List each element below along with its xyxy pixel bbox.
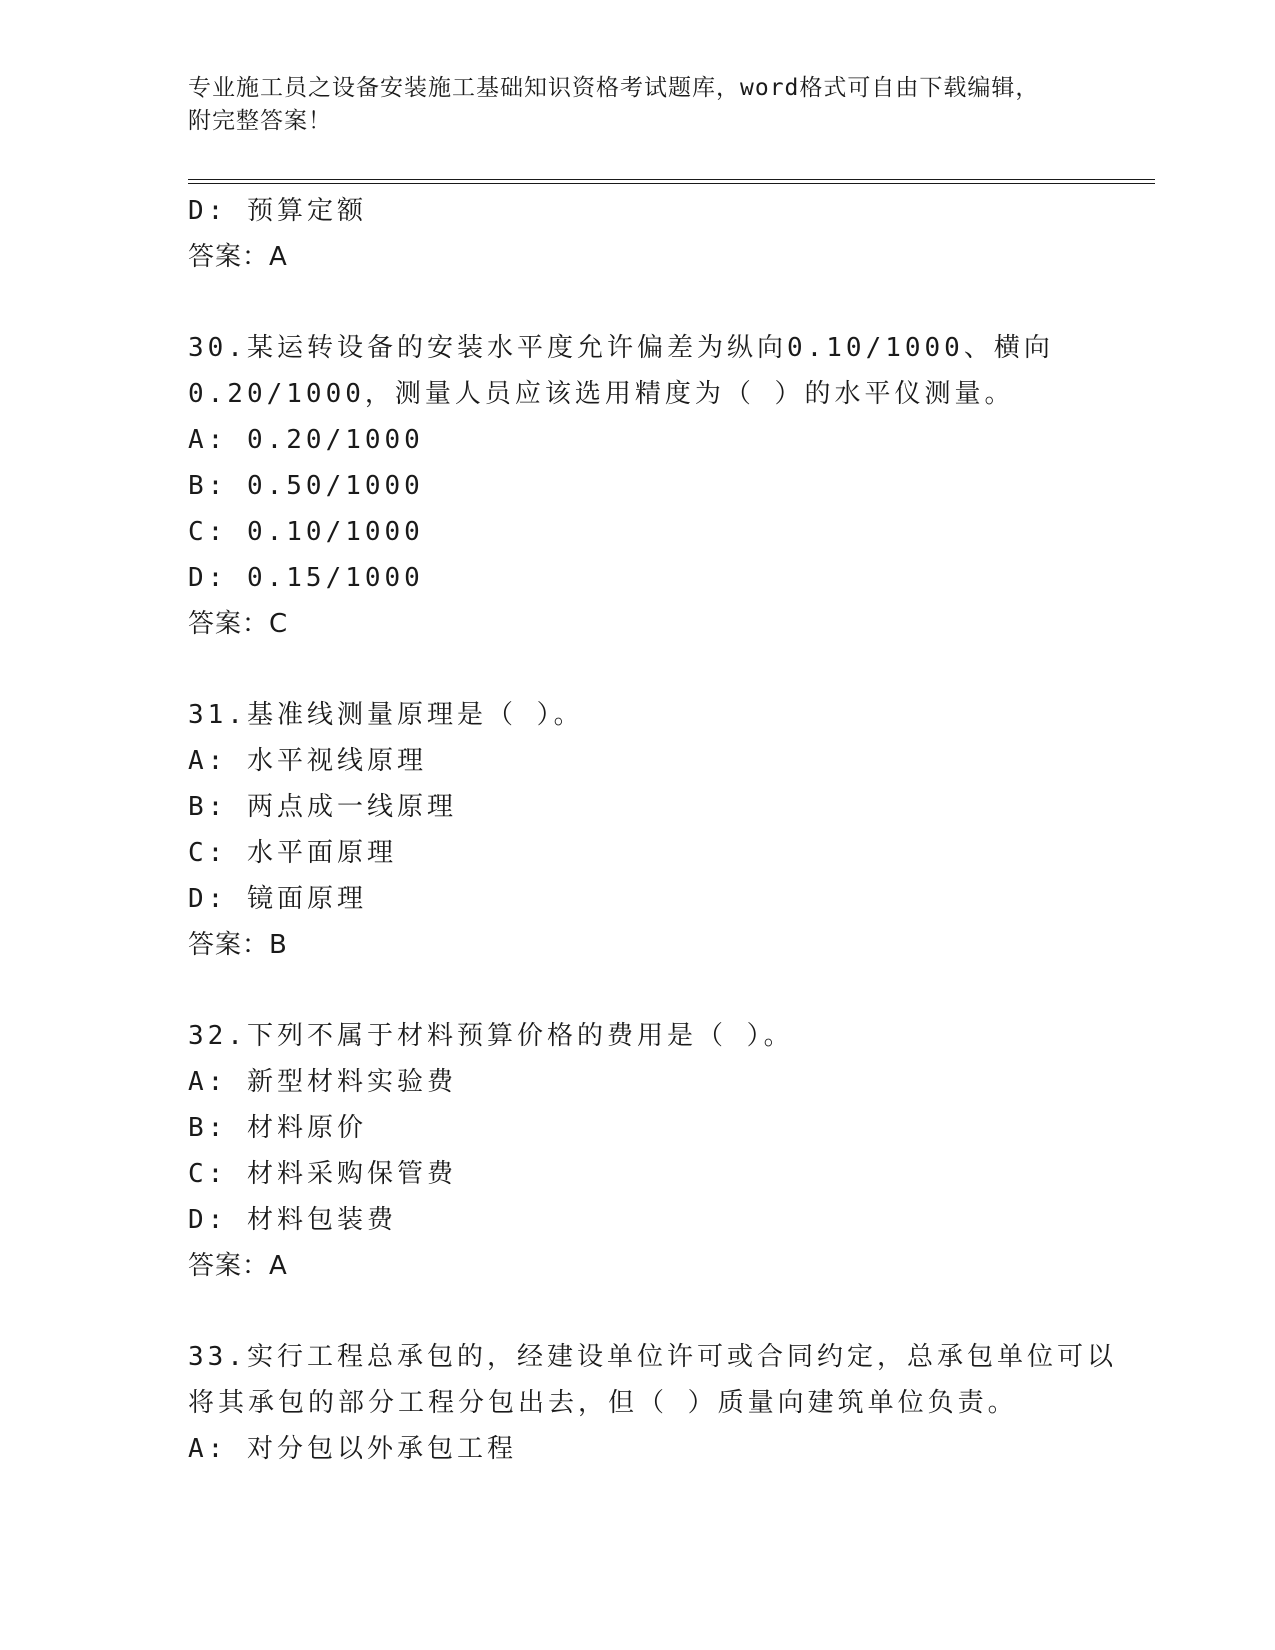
stem-line: 32.下列不属于材料预算价格的费用是（ ）。 — [188, 1021, 794, 1051]
header-line-2: 附完整答案！ — [188, 108, 332, 134]
page-header — [188, 72, 1088, 138]
answer: 答案：A — [188, 1251, 288, 1281]
stem-line: 0.20/1000，测量人员应该选用精度为（ ）的水平仪测量。 — [188, 379, 1015, 409]
option-a: A: 水平视线原理 — [188, 746, 427, 776]
question-30 — [188, 325, 1148, 647]
question-stem — [188, 692, 1148, 738]
answer: 答案：A — [188, 242, 288, 272]
option-d: D: 0.15/1000 — [188, 563, 424, 593]
option-b: B: 两点成一线原理 — [188, 792, 457, 822]
header-line-1: 专业施工员之设备安装施工基础知识资格考试题库，word格式可自由下载编辑， — [188, 75, 1040, 101]
spacer — [188, 280, 1148, 325]
question-32 — [188, 1013, 1148, 1289]
option-d: D: 材料包装费 — [188, 1205, 397, 1235]
option-c: C: 材料采购保管费 — [188, 1159, 457, 1189]
option-c: C: 0.10/1000 — [188, 517, 424, 547]
spacer — [188, 968, 1148, 1013]
question-stem — [188, 1334, 1148, 1426]
spacer — [188, 647, 1148, 692]
question-list — [188, 188, 1148, 1472]
answer: 答案：C — [188, 609, 289, 639]
option-d: D: 镜面原理 — [188, 884, 367, 914]
header-divider-bottom — [188, 183, 1155, 184]
spacer — [188, 1289, 1148, 1334]
answer: 答案：B — [188, 930, 288, 960]
header-divider-top — [188, 179, 1155, 180]
question-33 — [188, 1334, 1148, 1472]
option-a: A: 新型材料实验费 — [188, 1067, 457, 1097]
question-stem — [188, 325, 1148, 417]
option-c: C: 水平面原理 — [188, 838, 397, 868]
option-b: B: 材料原价 — [188, 1113, 367, 1143]
stem-line: 33.实行工程总承包的，经建设单位许可或合同约定，总承包单位可以 — [188, 1342, 1117, 1372]
option-b: B: 0.50/1000 — [188, 471, 424, 501]
stem-line: 30.某运转设备的安装水平度允许偏差为纵向0.10/1000、横向 — [188, 333, 1054, 363]
option-d: D: 预算定额 — [188, 196, 367, 226]
stem-line: 将其承包的部分工程分包出去，但（ ）质量向建筑单位负责。 — [188, 1388, 1018, 1418]
question-31 — [188, 692, 1148, 968]
question-stem — [188, 1013, 1148, 1059]
stem-line: 31.基准线测量原理是（ ）。 — [188, 700, 584, 730]
option-a: A: 对分包以外承包工程 — [188, 1434, 517, 1464]
option-a: A: 0.20/1000 — [188, 425, 424, 455]
question-29-tail — [188, 188, 1148, 280]
